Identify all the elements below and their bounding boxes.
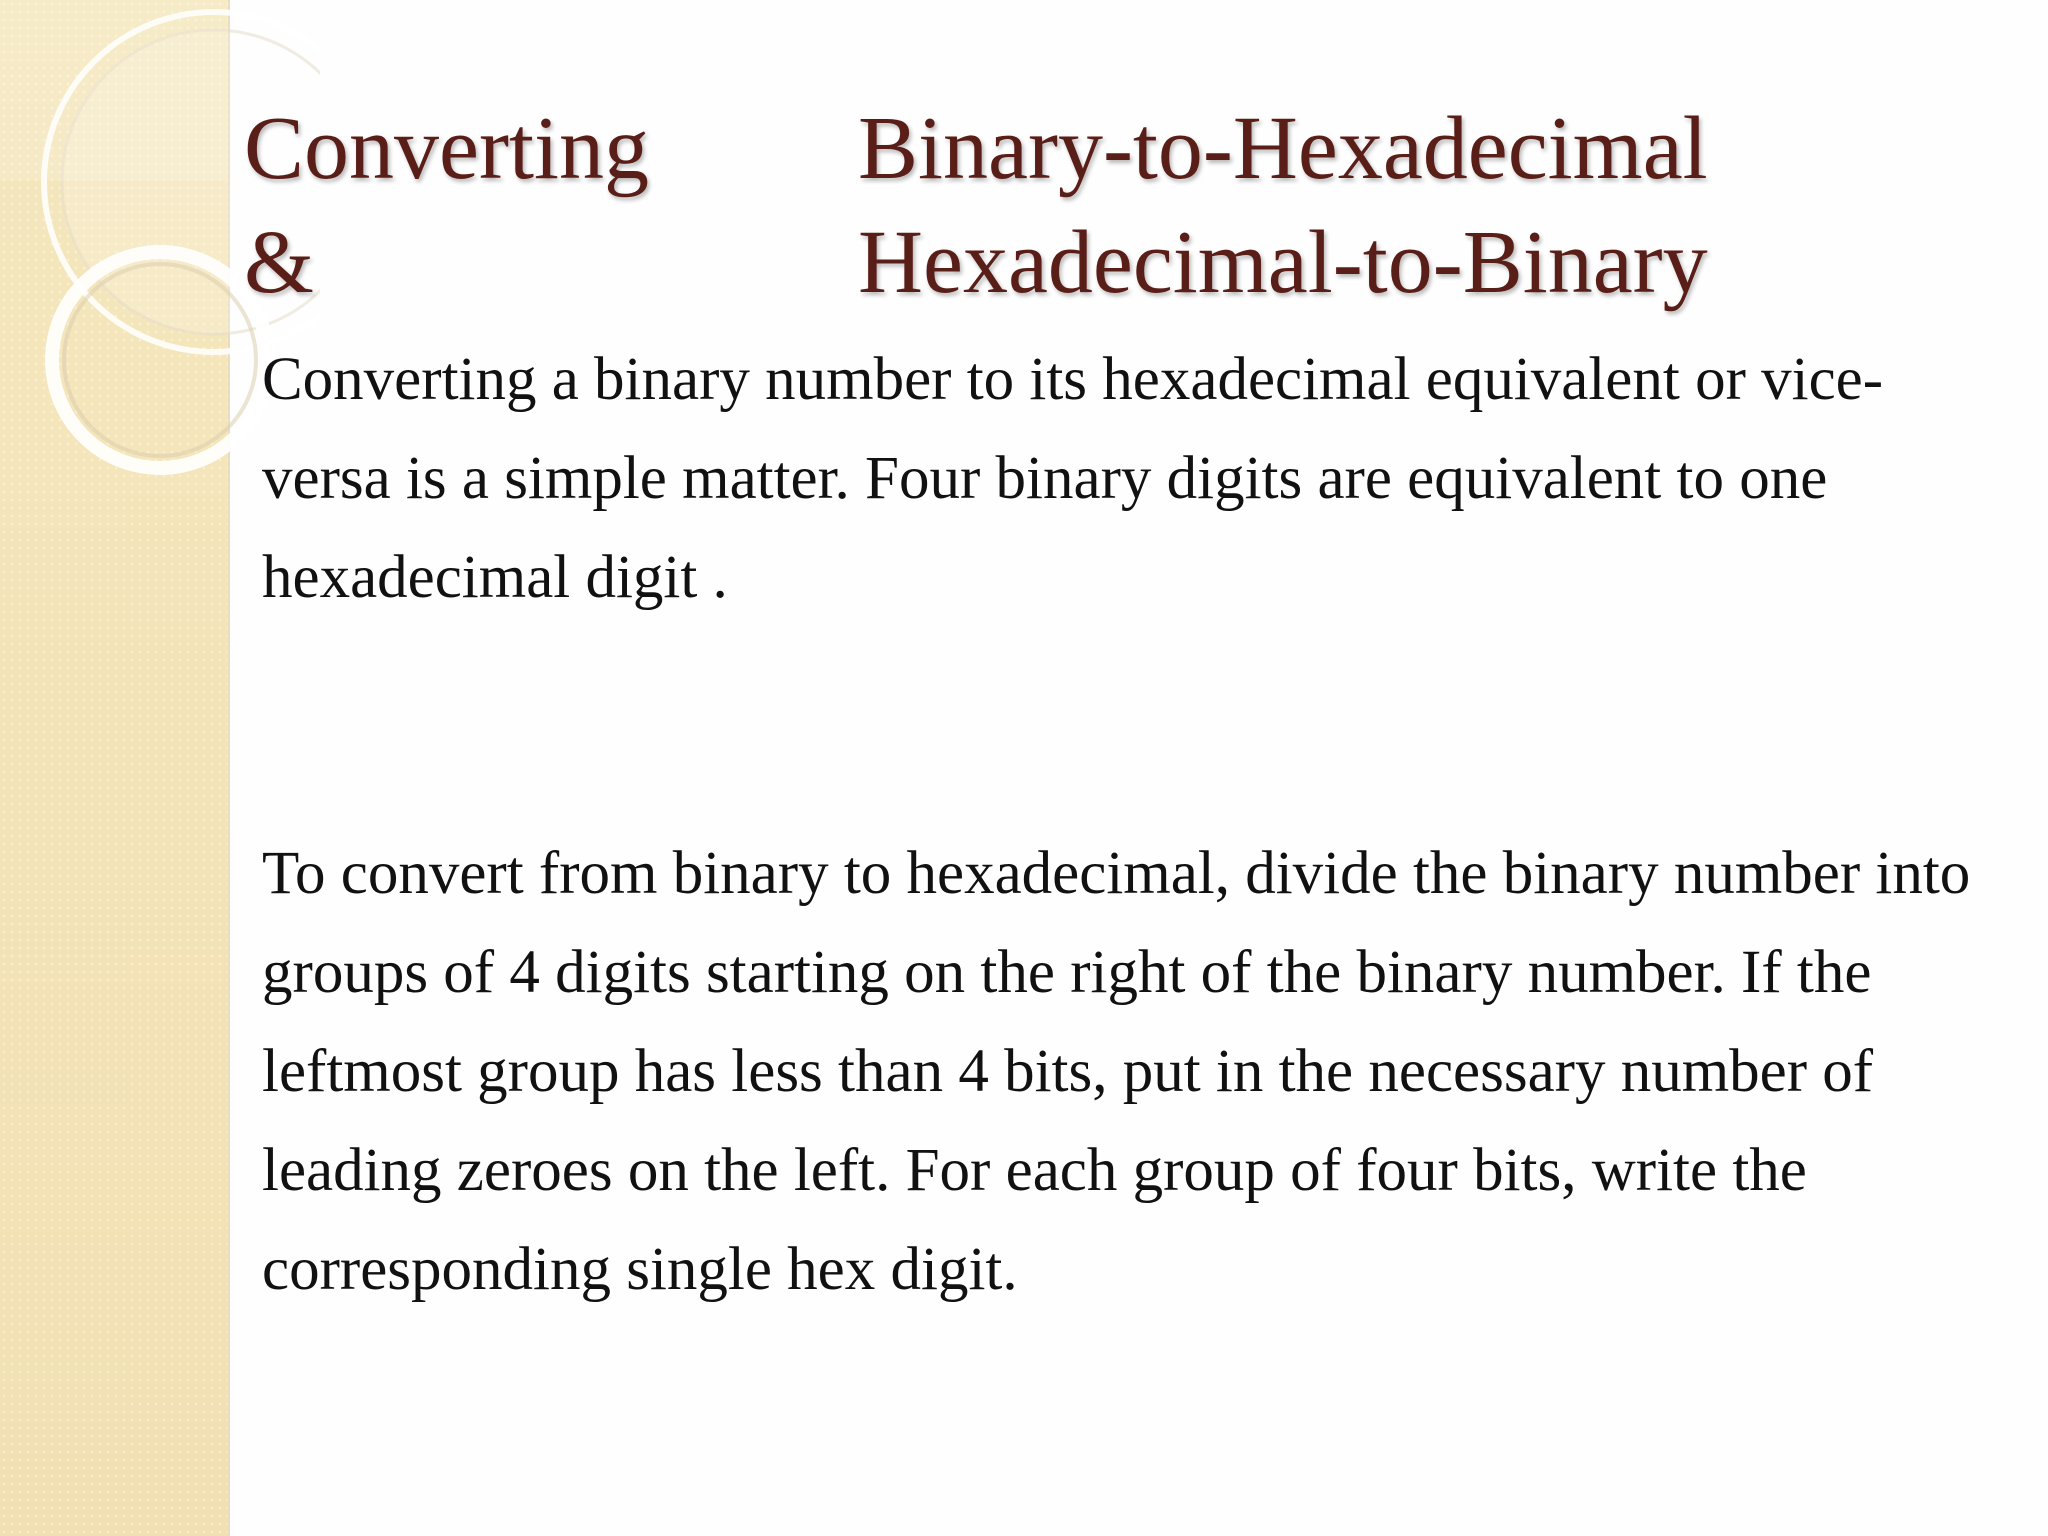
slide-title (244, 92, 1964, 320)
title-left-1: Converting (244, 99, 649, 198)
title-left-2: & (244, 213, 315, 312)
paragraph-text: To convert from binary to hexadecimal, divide the binary number into groups of 4 digits starting on the right of the binary number. If the leftmost group has less than 4 bits, put in the necessary number of leading zeroes on the left. For each group of four bits, write the corresponding single hex digit. (262, 840, 1971, 1303)
instruction-paragraph (262, 824, 2002, 1319)
intro-paragraph (262, 330, 2002, 627)
paragraph-text: Converting a binary number to its hexadecimal equivalent or vice-versa is a simple matter. Four binary digits are equivalent to one hexadecimal digit . (262, 346, 1884, 611)
title-right-1: Binary-to-Hexadecimal (858, 99, 1708, 198)
title-right-2: Hexadecimal-to-Binary (858, 213, 1708, 312)
title-line-2 (244, 206, 1964, 320)
title-line-1 (244, 92, 1964, 206)
